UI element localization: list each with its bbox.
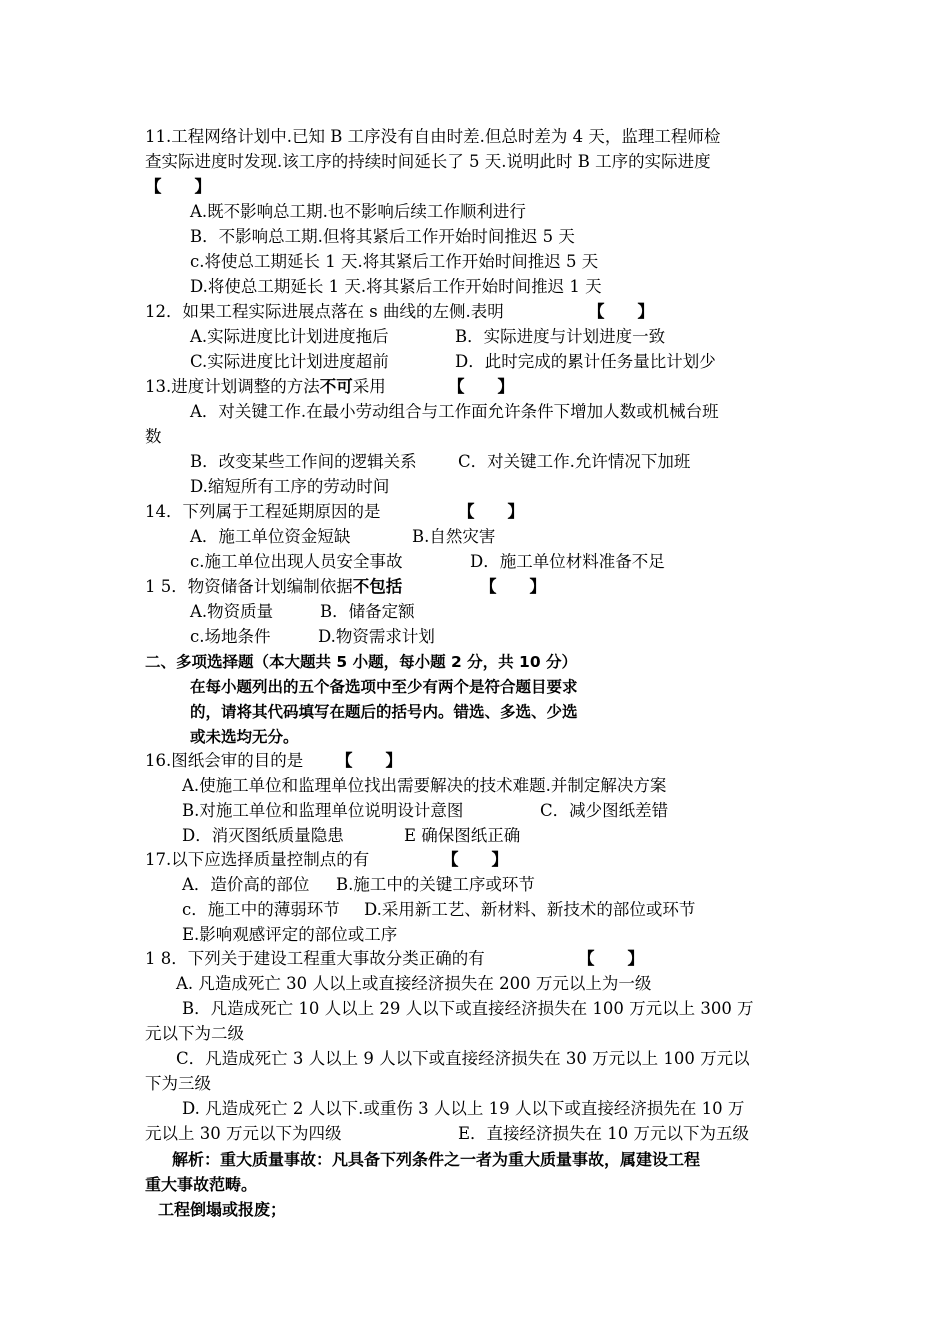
q17-option-d: D.采用新工艺、新材料、新技术的部位或环节: [364, 900, 696, 919]
analysis-line3: 工程倒塌或报废；: [158, 1200, 287, 1219]
q15-stem: [145, 575, 402, 599]
q15-option-a: A.物资质量: [190, 602, 274, 621]
q13-option-b: B．改变某些工作间的逻辑关系: [190, 452, 417, 471]
q18-option-c-line2: 下为三级: [145, 1074, 211, 1093]
q17-stem: 17.以下应选择质量控制点的有: [145, 850, 370, 869]
q13-option-d: D.缩短所有工序的劳动时间: [190, 477, 390, 496]
q18-option-e: E．直接经济损失在 10 万元以下为五级: [458, 1124, 750, 1143]
q18-option-a: A. 凡造成死亡 30 人以上或直接经济损失在 200 万元以上为一级: [176, 974, 652, 993]
q18-option-c-line1: C．凡造成死亡 3 人以上 9 人以下或直接经济损失在 30 万元以上 100 万元以: [176, 1049, 750, 1068]
q12-option-d: D．此时完成的累计任务量比计划少: [455, 352, 716, 371]
q17-option-c: c．施工中的薄弱环节: [182, 900, 340, 919]
q12-stem: 12．如果工程实际进展点落在 s 曲线的左侧.表明: [145, 302, 504, 321]
q14-stem: 14．下列属于工程延期原因的是: [145, 502, 381, 521]
q11-answer-bracket: 【 】: [145, 177, 211, 196]
q14-option-d: D．施工单位材料准备不足: [470, 552, 665, 571]
q13-stem-emphasis: 不可: [319, 377, 353, 396]
q12-option-b: B．实际进度与计划进度一致: [455, 327, 666, 346]
q16-stem: 16.图纸会审的目的是: [145, 751, 304, 770]
q18-option-b-line1: B．凡造成死亡 10 人以上 29 人以下或直接经济损失在 100 万元以上 300 万: [182, 999, 754, 1018]
q15-stem-pre: 1 5．物资储备计划编制依据: [145, 577, 353, 596]
q15-option-d: D.物资需求计划: [318, 627, 435, 646]
q16-option-e: E 确保图纸正确: [404, 826, 521, 845]
q17-option-b: B.施工中的关键工序或环节: [336, 875, 535, 894]
q18-option-d-line2: 元以上 30 万元以下为四级: [145, 1124, 342, 1143]
q13-stem-pre: 13.进度计划调整的方法: [145, 377, 320, 396]
q17-option-e: E.影响观感评定的部位或工序: [182, 925, 398, 944]
q11-stem-line2: 查实际进度时发现.该工序的持续时间延长了 5 天.说明此时 B 工序的实际进度: [145, 152, 711, 171]
q14-option-b: B.自然灾害: [412, 527, 496, 546]
section2-title: 二、多项选择题（本大题共 5 小题，每小题 2 分，共 10 分）: [145, 653, 578, 671]
q14-option-a: A．施工单位资金短缺: [190, 527, 351, 546]
section2-instruction-line2: 的，请将其代码填写在题后的括号内。错选、多选、少选: [190, 703, 578, 721]
q17-option-a: A．造价高的部位: [182, 875, 310, 894]
q13-answer-bracket: 【 】: [448, 377, 514, 396]
q18-answer-bracket: 【 】: [578, 949, 644, 968]
q15-answer-bracket: 【 】: [480, 577, 546, 596]
q12-option-c: C.实际进度比计划进度超前: [190, 352, 389, 371]
q15-option-b: B．储备定额: [320, 602, 415, 621]
q11-option-c: c.将使总工期延长 1 天.将其紧后工作开始时间推迟 5 天: [190, 252, 599, 271]
analysis-line2: 重大事故范畴。: [145, 1175, 258, 1194]
q13-option-c: C．对关键工作.允许情况下加班: [458, 452, 691, 471]
q15-stem-emphasis: 不包括: [352, 577, 403, 596]
q13-stem: [145, 375, 386, 399]
q15-option-c: c.场地条件: [190, 627, 271, 646]
q16-option-b: B.对施工单位和监理单位说明设计意图: [182, 801, 464, 820]
q11-option-a: A.既不影响总工期.也不影响后续工作顺利进行: [190, 202, 526, 221]
section2-instruction-line3: 或未选均无分。: [190, 728, 299, 746]
q18-stem: 1 8．下列关于建设工程重大事故分类正确的有: [145, 949, 485, 968]
q14-option-c: c.施工单位出现人员安全事故: [190, 552, 403, 571]
section2-instruction-line1: 在每小题列出的五个备选项中至少有两个是符合题目要求: [190, 678, 578, 696]
analysis-line1: 解析：重大质量事故：凡具备下列条件之一者为重大质量事故，属建设工程: [172, 1150, 701, 1169]
q16-answer-bracket: 【 】: [336, 751, 402, 770]
q16-option-d: D．消灭图纸质量隐患: [182, 826, 344, 845]
q13-option-a-line1: A．对关键工作.在最小劳动组合与工作面允许条件下增加人数或机械台班: [190, 402, 719, 421]
q12-option-a: A.实际进度比计划进度拖后: [190, 327, 389, 346]
q17-answer-bracket: 【 】: [442, 850, 508, 869]
q18-option-d-line1: D. 凡造成死亡 2 人以下.或重伤 3 人以上 19 人以下或直接经济损先在 10 万: [182, 1099, 745, 1118]
q11-option-d: D.将使总工期延长 1 天.将其紧后工作开始时间推迟 1 天: [190, 277, 602, 296]
q18-option-b-line2: 元以下为二级: [145, 1024, 244, 1043]
q14-answer-bracket: 【 】: [458, 502, 524, 521]
q12-answer-bracket: 【 】: [588, 302, 654, 321]
q16-option-c: C．减少图纸差错: [540, 801, 669, 820]
q16-option-a: A.使施工单位和监理单位找出需要解决的技术难题.并制定解决方案: [182, 776, 667, 795]
q13-option-a-line2: 数: [145, 427, 162, 446]
q11-option-b: B．不影响总工期.但将其紧后工作开始时间推迟 5 天: [190, 227, 575, 246]
q13-stem-post: 采用: [352, 377, 386, 396]
q11-stem-line1: 11.工程网络计划中.已知 B 工序没有自由时差.但总时差为 4 天，监理工程师检: [145, 127, 721, 146]
